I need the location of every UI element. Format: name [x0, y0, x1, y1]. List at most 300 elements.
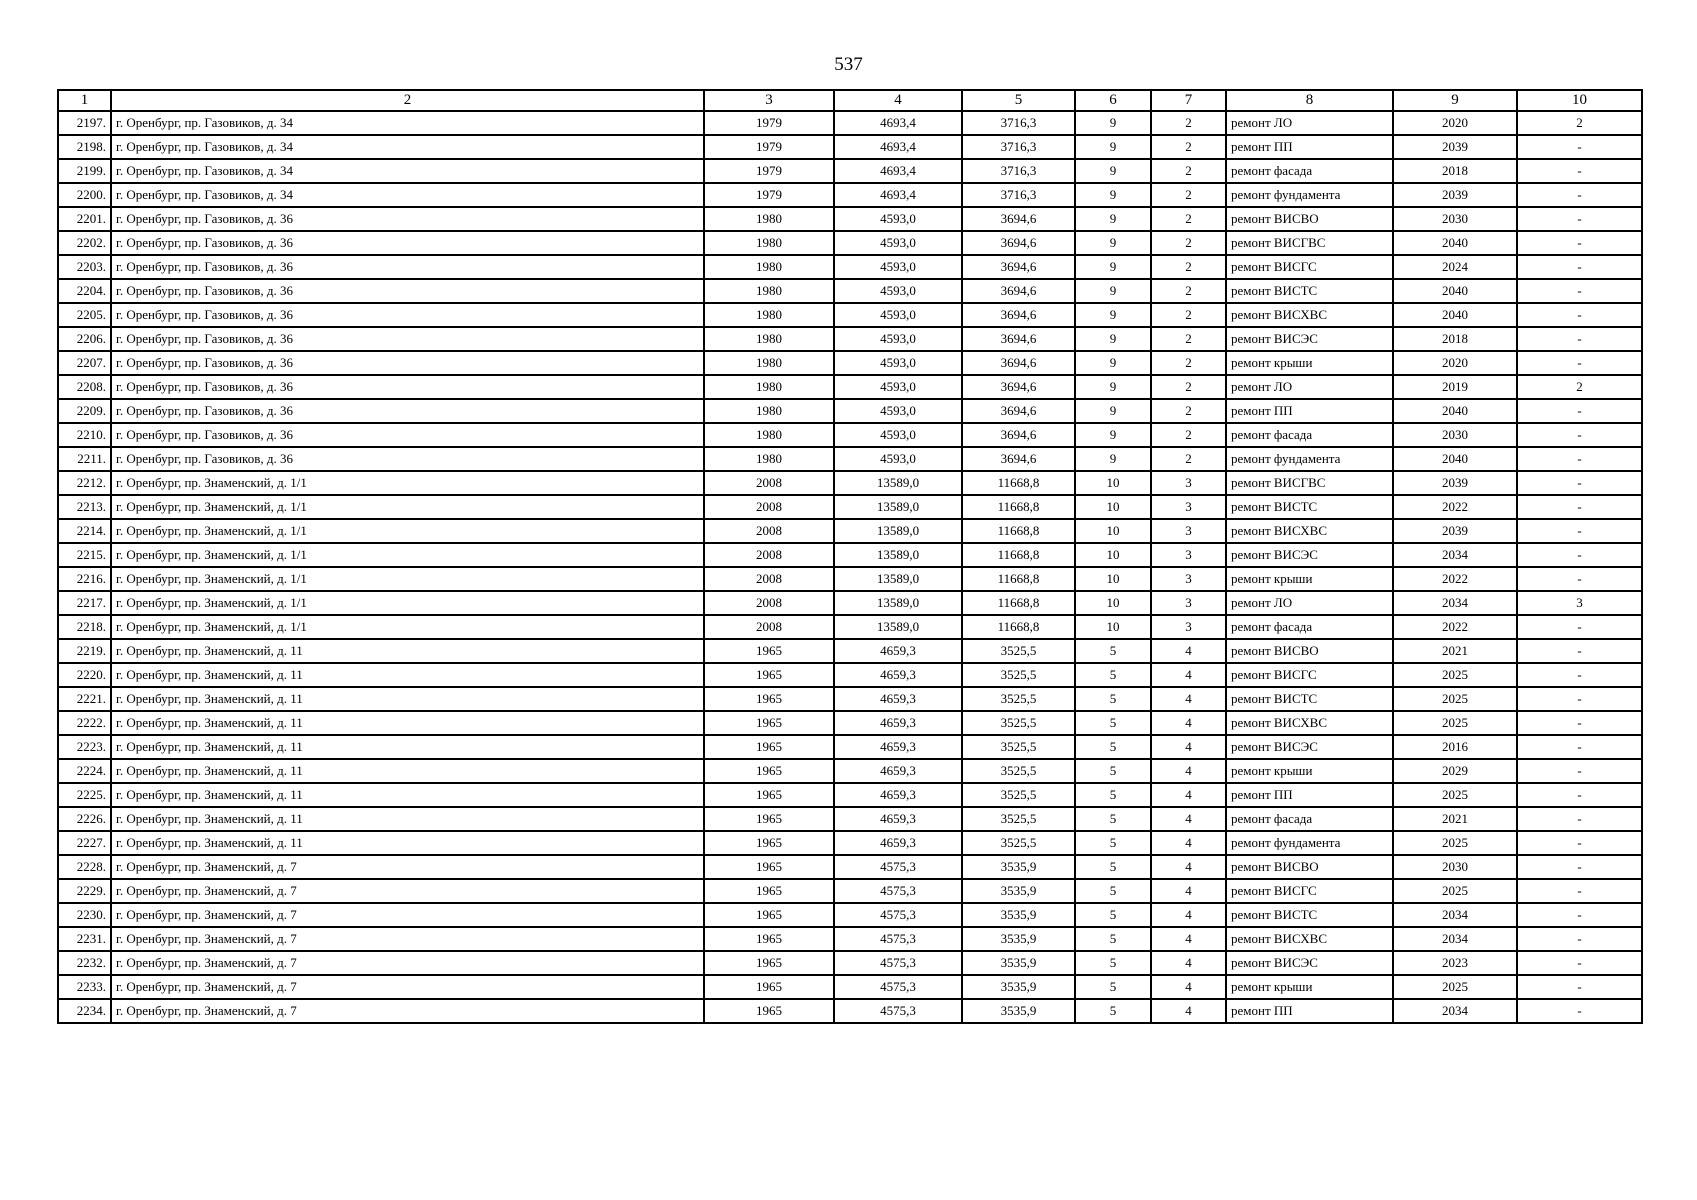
lifts-count-cell: -: [1517, 735, 1642, 759]
planned-year-cell: 2022: [1393, 567, 1517, 591]
living-area-cell: 11668,8: [962, 615, 1075, 639]
planned-year-cell: 2040: [1393, 399, 1517, 423]
lifts-count-cell: -: [1517, 351, 1642, 375]
work-type-cell: ремонт ВИСВО: [1226, 639, 1393, 663]
address-cell: г. Оренбург, пр. Знаменский, д. 1/1: [111, 519, 704, 543]
entrances-cell: 2: [1151, 279, 1226, 303]
total-area-cell: 4593,0: [834, 375, 962, 399]
lifts-count-cell: -: [1517, 255, 1642, 279]
table-row: [58, 759, 1642, 783]
address-cell: г. Оренбург, пр. Знаменский, д. 1/1: [111, 615, 704, 639]
floors-cell: 5: [1075, 999, 1151, 1023]
row-number-cell: 2221.: [58, 687, 111, 711]
row-number-cell: 2211.: [58, 447, 111, 471]
entrances-cell: 4: [1151, 903, 1226, 927]
living-area-cell: 3694,6: [962, 327, 1075, 351]
address-cell: г. Оренбург, пр. Газовиков, д. 36: [111, 351, 704, 375]
floors-cell: 5: [1075, 903, 1151, 927]
address-cell: г. Оренбург, пр. Знаменский, д. 1/1: [111, 471, 704, 495]
total-area-cell: 13589,0: [834, 519, 962, 543]
planned-year-cell: 2020: [1393, 351, 1517, 375]
floors-cell: 5: [1075, 735, 1151, 759]
year-built-cell: 1965: [704, 879, 834, 903]
planned-year-cell: 2040: [1393, 279, 1517, 303]
total-area-cell: 4575,3: [834, 879, 962, 903]
living-area-cell: 3535,9: [962, 975, 1075, 999]
row-number-cell: 2210.: [58, 423, 111, 447]
entrances-cell: 4: [1151, 831, 1226, 855]
planned-year-cell: 2030: [1393, 855, 1517, 879]
address-cell: г. Оренбург, пр. Газовиков, д. 36: [111, 231, 704, 255]
work-type-cell: ремонт ПП: [1226, 783, 1393, 807]
entrances-cell: 4: [1151, 855, 1226, 879]
lifts-count-cell: -: [1517, 519, 1642, 543]
year-built-cell: 1980: [704, 303, 834, 327]
row-number-cell: 2198.: [58, 135, 111, 159]
planned-year-cell: 2034: [1393, 999, 1517, 1023]
total-area-cell: 4593,0: [834, 327, 962, 351]
planned-year-cell: 2034: [1393, 543, 1517, 567]
planned-year-cell: 2040: [1393, 303, 1517, 327]
year-built-cell: 1965: [704, 927, 834, 951]
living-area-cell: 3525,5: [962, 807, 1075, 831]
work-type-cell: ремонт ВИСЭС: [1226, 735, 1393, 759]
work-type-cell: ремонт ВИСЭС: [1226, 951, 1393, 975]
row-number-cell: 2222.: [58, 711, 111, 735]
lifts-count-cell: -: [1517, 135, 1642, 159]
floors-cell: 9: [1075, 159, 1151, 183]
total-area-cell: 4575,3: [834, 999, 962, 1023]
lifts-count-cell: -: [1517, 711, 1642, 735]
address-cell: г. Оренбург, пр. Знаменский, д. 11: [111, 783, 704, 807]
work-type-cell: ремонт ПП: [1226, 135, 1393, 159]
lifts-count-cell: -: [1517, 807, 1642, 831]
total-area-cell: 13589,0: [834, 615, 962, 639]
living-area-cell: 3694,6: [962, 279, 1075, 303]
row-number-cell: 2229.: [58, 879, 111, 903]
table-row: [58, 975, 1642, 999]
living-area-cell: 11668,8: [962, 519, 1075, 543]
row-number-cell: 2227.: [58, 831, 111, 855]
table-row: [58, 351, 1642, 375]
year-built-cell: 1965: [704, 711, 834, 735]
floors-cell: 5: [1075, 927, 1151, 951]
table-body: [58, 111, 1642, 1023]
living-area-cell: 3716,3: [962, 135, 1075, 159]
work-type-cell: ремонт крыши: [1226, 567, 1393, 591]
planned-year-cell: 2022: [1393, 495, 1517, 519]
address-cell: г. Оренбург, пр. Знаменский, д. 11: [111, 807, 704, 831]
row-number-cell: 2202.: [58, 231, 111, 255]
row-number-cell: 2219.: [58, 639, 111, 663]
planned-year-cell: 2024: [1393, 255, 1517, 279]
address-cell: г. Оренбург, пр. Газовиков, д. 34: [111, 135, 704, 159]
living-area-cell: 3525,5: [962, 735, 1075, 759]
entrances-cell: 3: [1151, 495, 1226, 519]
table-row: [58, 567, 1642, 591]
work-type-cell: ремонт фундамента: [1226, 831, 1393, 855]
lifts-count-cell: 2: [1517, 111, 1642, 135]
floors-cell: 5: [1075, 759, 1151, 783]
floors-cell: 5: [1075, 663, 1151, 687]
work-type-cell: ремонт ВИСХВС: [1226, 927, 1393, 951]
planned-year-cell: 2039: [1393, 183, 1517, 207]
work-type-cell: ремонт ВИСГС: [1226, 879, 1393, 903]
work-type-cell: ремонт ЛО: [1226, 375, 1393, 399]
lifts-count-cell: -: [1517, 279, 1642, 303]
address-cell: г. Оренбург, пр. Знаменский, д. 7: [111, 903, 704, 927]
year-built-cell: 1980: [704, 447, 834, 471]
work-type-cell: ремонт ВИСХВС: [1226, 711, 1393, 735]
total-area-cell: 4575,3: [834, 927, 962, 951]
living-area-cell: 3535,9: [962, 999, 1075, 1023]
table-row: [58, 879, 1642, 903]
entrances-cell: 2: [1151, 327, 1226, 351]
table-row: [58, 279, 1642, 303]
year-built-cell: 1965: [704, 855, 834, 879]
total-area-cell: 4593,0: [834, 279, 962, 303]
page-number: 537: [834, 54, 863, 75]
row-number-cell: 2199.: [58, 159, 111, 183]
year-built-cell: 1980: [704, 375, 834, 399]
table-row: [58, 783, 1642, 807]
year-built-cell: 2008: [704, 543, 834, 567]
work-type-cell: ремонт крыши: [1226, 759, 1393, 783]
floors-cell: 10: [1075, 519, 1151, 543]
address-cell: г. Оренбург, пр. Газовиков, д. 36: [111, 399, 704, 423]
living-area-cell: 3535,9: [962, 903, 1075, 927]
living-area-cell: 3694,6: [962, 399, 1075, 423]
floors-cell: 5: [1075, 975, 1151, 999]
table-row: [58, 423, 1642, 447]
work-type-cell: ремонт ПП: [1226, 999, 1393, 1023]
column-header-2: 2: [111, 90, 704, 111]
row-number-cell: 2216.: [58, 567, 111, 591]
year-built-cell: 1965: [704, 951, 834, 975]
table-row: [58, 831, 1642, 855]
year-built-cell: 1965: [704, 999, 834, 1023]
floors-cell: 5: [1075, 951, 1151, 975]
total-area-cell: 4659,3: [834, 759, 962, 783]
year-built-cell: 1965: [704, 735, 834, 759]
living-area-cell: 3716,3: [962, 159, 1075, 183]
work-type-cell: ремонт ПП: [1226, 399, 1393, 423]
table-row: [58, 519, 1642, 543]
row-number-cell: 2233.: [58, 975, 111, 999]
row-number-cell: 2224.: [58, 759, 111, 783]
table-row: [58, 951, 1642, 975]
work-type-cell: ремонт ВИСГС: [1226, 663, 1393, 687]
entrances-cell: 4: [1151, 639, 1226, 663]
planned-year-cell: 2019: [1393, 375, 1517, 399]
total-area-cell: 4593,0: [834, 231, 962, 255]
planned-year-cell: 2039: [1393, 519, 1517, 543]
living-area-cell: 11668,8: [962, 567, 1075, 591]
entrances-cell: 2: [1151, 159, 1226, 183]
total-area-cell: 4575,3: [834, 975, 962, 999]
planned-year-cell: 2018: [1393, 327, 1517, 351]
year-built-cell: 1979: [704, 111, 834, 135]
table-row: [58, 135, 1642, 159]
address-cell: г. Оренбург, пр. Газовиков, д. 36: [111, 423, 704, 447]
year-built-cell: 2008: [704, 471, 834, 495]
address-cell: г. Оренбург, пр. Знаменский, д. 7: [111, 855, 704, 879]
living-area-cell: 3525,5: [962, 663, 1075, 687]
row-number-cell: 2230.: [58, 903, 111, 927]
address-cell: г. Оренбург, пр. Знаменский, д. 11: [111, 831, 704, 855]
entrances-cell: 4: [1151, 975, 1226, 999]
lifts-count-cell: -: [1517, 927, 1642, 951]
floors-cell: 5: [1075, 639, 1151, 663]
table-row: [58, 471, 1642, 495]
year-built-cell: 2008: [704, 615, 834, 639]
table-row: [58, 183, 1642, 207]
floors-cell: 9: [1075, 351, 1151, 375]
entrances-cell: 3: [1151, 615, 1226, 639]
row-number-cell: 2231.: [58, 927, 111, 951]
planned-year-cell: 2021: [1393, 639, 1517, 663]
living-area-cell: 3694,6: [962, 447, 1075, 471]
row-number-cell: 2206.: [58, 327, 111, 351]
entrances-cell: 4: [1151, 999, 1226, 1023]
address-cell: г. Оренбург, пр. Газовиков, д. 36: [111, 303, 704, 327]
lifts-count-cell: -: [1517, 207, 1642, 231]
floors-cell: 5: [1075, 807, 1151, 831]
floors-cell: 9: [1075, 399, 1151, 423]
living-area-cell: 3694,6: [962, 207, 1075, 231]
entrances-cell: 2: [1151, 207, 1226, 231]
table-row: [58, 735, 1642, 759]
living-area-cell: 3694,6: [962, 423, 1075, 447]
living-area-cell: 3716,3: [962, 111, 1075, 135]
work-type-cell: ремонт ВИСХВС: [1226, 519, 1393, 543]
entrances-cell: 2: [1151, 303, 1226, 327]
work-type-cell: ремонт ВИСЭС: [1226, 327, 1393, 351]
table-row: [58, 615, 1642, 639]
table-row: [58, 303, 1642, 327]
floors-cell: 5: [1075, 711, 1151, 735]
total-area-cell: 4593,0: [834, 351, 962, 375]
header-row: [58, 90, 1642, 111]
table-row: [58, 903, 1642, 927]
address-cell: г. Оренбург, пр. Газовиков, д. 36: [111, 207, 704, 231]
lifts-count-cell: -: [1517, 831, 1642, 855]
lifts-count-cell: -: [1517, 567, 1642, 591]
row-number-cell: 2215.: [58, 543, 111, 567]
total-area-cell: 13589,0: [834, 567, 962, 591]
living-area-cell: 3694,6: [962, 375, 1075, 399]
lifts-count-cell: -: [1517, 783, 1642, 807]
address-cell: г. Оренбург, пр. Знаменский, д. 7: [111, 951, 704, 975]
year-built-cell: 2008: [704, 567, 834, 591]
total-area-cell: 4659,3: [834, 735, 962, 759]
planned-year-cell: 2025: [1393, 783, 1517, 807]
total-area-cell: 4575,3: [834, 855, 962, 879]
floors-cell: 9: [1075, 327, 1151, 351]
planned-year-cell: 2025: [1393, 663, 1517, 687]
entrances-cell: 4: [1151, 735, 1226, 759]
row-number-cell: 2203.: [58, 255, 111, 279]
table-row: [58, 543, 1642, 567]
row-number-cell: 2234.: [58, 999, 111, 1023]
year-built-cell: 1965: [704, 639, 834, 663]
row-number-cell: 2217.: [58, 591, 111, 615]
living-area-cell: 3525,5: [962, 783, 1075, 807]
address-cell: г. Оренбург, пр. Знаменский, д. 7: [111, 927, 704, 951]
floors-cell: 9: [1075, 423, 1151, 447]
address-cell: г. Оренбург, пр. Знаменский, д. 7: [111, 999, 704, 1023]
living-area-cell: 3525,5: [962, 711, 1075, 735]
planned-year-cell: 2029: [1393, 759, 1517, 783]
lifts-count-cell: -: [1517, 615, 1642, 639]
lifts-count-cell: -: [1517, 327, 1642, 351]
lifts-count-cell: -: [1517, 903, 1642, 927]
living-area-cell: 3694,6: [962, 255, 1075, 279]
address-cell: г. Оренбург, пр. Газовиков, д. 34: [111, 183, 704, 207]
entrances-cell: 3: [1151, 567, 1226, 591]
entrances-cell: 4: [1151, 687, 1226, 711]
floors-cell: 9: [1075, 111, 1151, 135]
entrances-cell: 2: [1151, 135, 1226, 159]
lifts-count-cell: -: [1517, 639, 1642, 663]
total-area-cell: 4593,0: [834, 423, 962, 447]
lifts-count-cell: -: [1517, 663, 1642, 687]
lifts-count-cell: -: [1517, 951, 1642, 975]
floors-cell: 5: [1075, 831, 1151, 855]
planned-year-cell: 2025: [1393, 831, 1517, 855]
table-row: [58, 495, 1642, 519]
entrances-cell: 2: [1151, 423, 1226, 447]
row-number-cell: 2213.: [58, 495, 111, 519]
address-cell: г. Оренбург, пр. Газовиков, д. 36: [111, 447, 704, 471]
column-header-10: 10: [1517, 90, 1642, 111]
floors-cell: 10: [1075, 471, 1151, 495]
total-area-cell: 4693,4: [834, 111, 962, 135]
total-area-cell: 4693,4: [834, 135, 962, 159]
living-area-cell: 3694,6: [962, 351, 1075, 375]
total-area-cell: 13589,0: [834, 543, 962, 567]
lifts-count-cell: -: [1517, 423, 1642, 447]
entrances-cell: 4: [1151, 807, 1226, 831]
year-built-cell: 1980: [704, 207, 834, 231]
work-type-cell: ремонт ВИСТС: [1226, 903, 1393, 927]
planned-year-cell: 2023: [1393, 951, 1517, 975]
total-area-cell: 4659,3: [834, 807, 962, 831]
entrances-cell: 3: [1151, 471, 1226, 495]
living-area-cell: 3535,9: [962, 927, 1075, 951]
address-cell: г. Оренбург, пр. Газовиков, д. 36: [111, 375, 704, 399]
floors-cell: 9: [1075, 255, 1151, 279]
entrances-cell: 4: [1151, 663, 1226, 687]
total-area-cell: 4593,0: [834, 399, 962, 423]
lifts-count-cell: -: [1517, 975, 1642, 999]
planned-year-cell: 2018: [1393, 159, 1517, 183]
planned-year-cell: 2030: [1393, 423, 1517, 447]
floors-cell: 9: [1075, 207, 1151, 231]
year-built-cell: 1965: [704, 807, 834, 831]
work-type-cell: ремонт фасада: [1226, 615, 1393, 639]
year-built-cell: 1980: [704, 327, 834, 351]
lifts-count-cell: -: [1517, 183, 1642, 207]
work-type-cell: ремонт ВИСГВС: [1226, 471, 1393, 495]
living-area-cell: 11668,8: [962, 495, 1075, 519]
address-cell: г. Оренбург, пр. Знаменский, д. 11: [111, 687, 704, 711]
planned-year-cell: 2025: [1393, 879, 1517, 903]
table-row: [58, 663, 1642, 687]
total-area-cell: 4593,0: [834, 207, 962, 231]
lifts-count-cell: -: [1517, 543, 1642, 567]
year-built-cell: 1980: [704, 279, 834, 303]
living-area-cell: 3694,6: [962, 231, 1075, 255]
work-type-cell: ремонт ВИСГС: [1226, 255, 1393, 279]
table-row: [58, 111, 1642, 135]
planned-year-cell: 2016: [1393, 735, 1517, 759]
planned-year-cell: 2034: [1393, 591, 1517, 615]
living-area-cell: 11668,8: [962, 591, 1075, 615]
lifts-count-cell: -: [1517, 303, 1642, 327]
row-number-cell: 2201.: [58, 207, 111, 231]
total-area-cell: 4575,3: [834, 903, 962, 927]
year-built-cell: 1965: [704, 687, 834, 711]
work-type-cell: ремонт ЛО: [1226, 591, 1393, 615]
work-type-cell: ремонт крыши: [1226, 351, 1393, 375]
column-header-4: 4: [834, 90, 962, 111]
living-area-cell: 3535,9: [962, 855, 1075, 879]
table-row: [58, 159, 1642, 183]
floors-cell: 9: [1075, 183, 1151, 207]
table-row: [58, 711, 1642, 735]
address-cell: г. Оренбург, пр. Знаменский, д. 1/1: [111, 567, 704, 591]
floors-cell: 9: [1075, 231, 1151, 255]
year-built-cell: 1965: [704, 663, 834, 687]
floors-cell: 10: [1075, 495, 1151, 519]
address-cell: г. Оренбург, пр. Знаменский, д. 11: [111, 759, 704, 783]
work-type-cell: ремонт ВИСТС: [1226, 279, 1393, 303]
living-area-cell: 3525,5: [962, 759, 1075, 783]
table-row: [58, 375, 1642, 399]
entrances-cell: 3: [1151, 519, 1226, 543]
entrances-cell: 4: [1151, 711, 1226, 735]
table-row: [58, 591, 1642, 615]
address-cell: г. Оренбург, пр. Знаменский, д. 11: [111, 639, 704, 663]
row-number-cell: 2205.: [58, 303, 111, 327]
address-cell: г. Оренбург, пр. Газовиков, д. 34: [111, 159, 704, 183]
total-area-cell: 13589,0: [834, 591, 962, 615]
lifts-count-cell: -: [1517, 687, 1642, 711]
address-cell: г. Оренбург, пр. Газовиков, д. 34: [111, 111, 704, 135]
entrances-cell: 2: [1151, 231, 1226, 255]
work-type-cell: ремонт ВИСТС: [1226, 495, 1393, 519]
total-area-cell: 4593,0: [834, 447, 962, 471]
floors-cell: 10: [1075, 615, 1151, 639]
column-header-6: 6: [1075, 90, 1151, 111]
year-built-cell: 2008: [704, 519, 834, 543]
work-type-cell: ремонт фундамента: [1226, 183, 1393, 207]
work-type-cell: ремонт ЛО: [1226, 111, 1393, 135]
entrances-cell: 2: [1151, 351, 1226, 375]
total-area-cell: 4575,3: [834, 951, 962, 975]
row-number-cell: 2197.: [58, 111, 111, 135]
lifts-count-cell: -: [1517, 999, 1642, 1023]
table-row: [58, 999, 1642, 1023]
lifts-count-cell: -: [1517, 855, 1642, 879]
total-area-cell: 4659,3: [834, 831, 962, 855]
address-cell: г. Оренбург, пр. Знаменский, д. 11: [111, 663, 704, 687]
address-cell: г. Оренбург, пр. Газовиков, д. 36: [111, 327, 704, 351]
total-area-cell: 13589,0: [834, 495, 962, 519]
address-cell: г. Оренбург, пр. Знаменский, д. 1/1: [111, 543, 704, 567]
planned-year-cell: 2020: [1393, 111, 1517, 135]
